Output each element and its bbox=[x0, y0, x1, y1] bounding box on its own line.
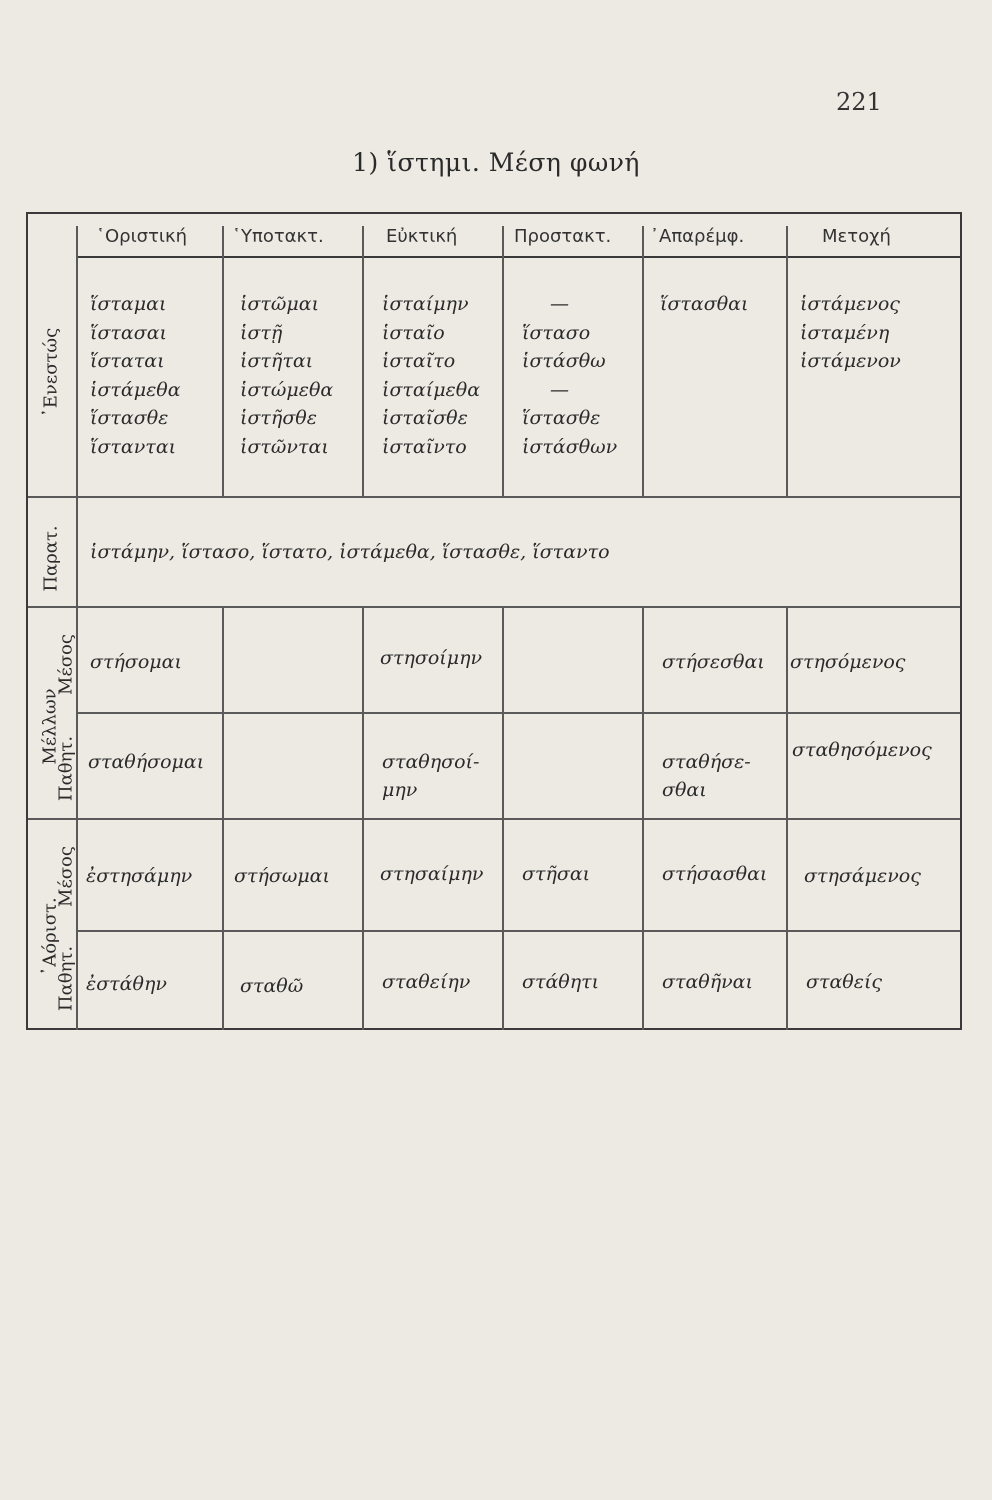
col-rule-1b bbox=[222, 606, 224, 1030]
header-rule bbox=[78, 256, 962, 258]
col-rule-5a bbox=[786, 226, 788, 496]
aorist-passive-participle: σταθείς bbox=[806, 971, 883, 993]
present-indicative: ἵσταμαι ἵστασαι ἵσταται ἱστάμεθα ἵστασθε ἵστανται bbox=[90, 293, 181, 458]
row-label-imperfect: Παρατ. bbox=[40, 525, 62, 592]
present-subjunctive: ἱστῶμαι ἱστῇ ἱστῆται ἱστώμεθα ἱστῆσθε ἱστῶνται bbox=[240, 293, 334, 458]
rule-present-bottom bbox=[26, 496, 962, 498]
header-infinitive: ᾽Απαρέμφ. bbox=[650, 226, 745, 247]
col-rule-2b bbox=[362, 606, 364, 1030]
header-indicative: ῾Οριστική bbox=[96, 226, 188, 247]
header-imperative: Προστακτ. bbox=[514, 226, 612, 247]
aorist-passive-optative: σταθείην bbox=[382, 971, 471, 993]
aorist-passive-imperative: στάθητι bbox=[522, 971, 600, 993]
rule-future-middle-bottom bbox=[78, 712, 962, 714]
present-optative: ἱσταίμην ἱσταῖο ἱσταῖτο ἱσταίμεθα ἱσταῖσθε ἱσταῖντο bbox=[382, 293, 481, 458]
col-rule-4b bbox=[642, 606, 644, 1030]
row-label-future: Μέλλων bbox=[39, 688, 61, 765]
col-rule-5b bbox=[786, 606, 788, 1030]
present-infinitive: ἵστασθαι bbox=[660, 293, 749, 315]
table-right-border bbox=[960, 212, 962, 1030]
rule-imperfect-bottom bbox=[26, 606, 962, 608]
present-imperative: — ἵστασο ἱστάσθω — ἵστασθε ἱστάσθων bbox=[522, 293, 618, 458]
future-middle-optative: στησοίμην bbox=[380, 647, 483, 669]
page-number: 221 bbox=[836, 88, 882, 116]
col-rule-3a bbox=[502, 226, 504, 496]
header-optative: Εὐκτική bbox=[386, 226, 458, 247]
row-label-aorist: ᾽Αόριστ. bbox=[39, 897, 61, 976]
future-middle-indicative: στήσομαι bbox=[90, 651, 182, 673]
future-passive-participle: σταθησόμενος bbox=[792, 739, 932, 761]
future-middle-infinitive: στήσεσθαι bbox=[662, 651, 765, 673]
row-label-present: ᾽Ενεστώς bbox=[40, 327, 62, 418]
aorist-passive-indicative: ἐστάθην bbox=[86, 973, 167, 995]
aorist-middle-optative: στησαίμην bbox=[380, 863, 484, 885]
rule-future-bottom bbox=[26, 818, 962, 820]
aorist-passive-subjunctive: σταθῶ bbox=[240, 975, 304, 997]
col-rule-3b bbox=[502, 606, 504, 1030]
aorist-middle-participle: στησάμενος bbox=[804, 865, 921, 887]
aorist-middle-infinitive: στήσασθαι bbox=[662, 863, 768, 885]
row-label-aorist-passive: Παθητ. bbox=[55, 945, 77, 1012]
imperfect-forms: ἱστάμην, ἵστασο, ἵστατο, ἱστάμεθα, ἵστασθε, ἵσταντο bbox=[90, 541, 610, 563]
present-participle: ἱστάμενος ἱσταμένη ἱστάμενον bbox=[800, 293, 901, 372]
col-rule-2a bbox=[362, 226, 364, 496]
row-label-aorist-middle: Μέσος bbox=[55, 846, 77, 907]
col-rule-1a bbox=[222, 226, 224, 496]
page-title: 1) ἵστημι. Μέση φωνή bbox=[352, 148, 640, 177]
future-passive-optative: σταθησοί- μην bbox=[382, 751, 480, 801]
rule-aorist-middle-bottom bbox=[78, 930, 962, 932]
row-label-future-middle: Μέσος bbox=[55, 634, 77, 695]
future-passive-indicative: σταθήσομαι bbox=[88, 751, 205, 773]
col-rule-4a bbox=[642, 226, 644, 496]
aorist-middle-imperative: στῆσαι bbox=[522, 863, 591, 885]
header-subjunctive: ῾Υποτακτ. bbox=[232, 226, 324, 247]
future-middle-participle: στησόμενος bbox=[790, 651, 906, 673]
aorist-middle-subjunctive: στήσωμαι bbox=[234, 865, 330, 887]
conjugation-table bbox=[26, 212, 962, 1030]
row-label-future-passive: Παθητ. bbox=[55, 735, 77, 802]
future-passive-infinitive: σταθήσε- σθαι bbox=[662, 751, 751, 801]
table-top-border bbox=[26, 212, 962, 214]
aorist-middle-indicative: ἐστησάμην bbox=[86, 865, 193, 887]
table-left-border bbox=[26, 212, 28, 1030]
table-bottom-border bbox=[26, 1028, 962, 1030]
aorist-passive-infinitive: σταθῆναι bbox=[662, 971, 753, 993]
header-participle: Μετοχή bbox=[822, 226, 891, 247]
